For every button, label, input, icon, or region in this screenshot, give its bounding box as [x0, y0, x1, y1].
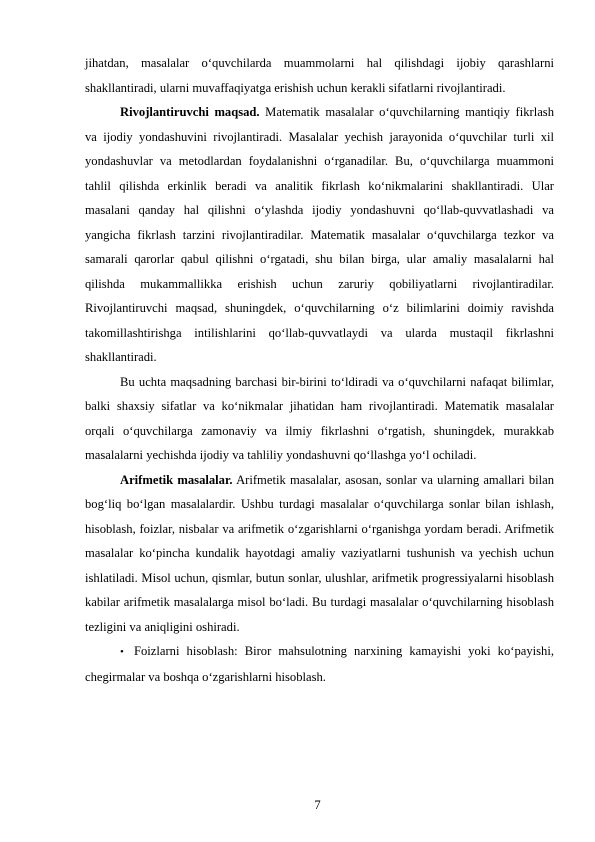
paragraph-summary — [85, 370, 554, 468]
document-page — [85, 51, 554, 689]
paragraph-continuation — [85, 51, 554, 100]
paragraph-arifmetik-masalalar — [85, 468, 554, 640]
paragraph-text: jihatdan, masalalar o‘quvchilarda muammolarni hal qilishdagi ijobiy qarashlarni shakllantiradi, ularni muvaffaqiyatga erishish uchun kerakli sifatlarni rivojlantiradi. — [85, 56, 554, 95]
bullet-item — [85, 639, 554, 689]
page-number: 7 — [314, 798, 321, 812]
bullet-text: Foizlarni hisoblash: Biror mahsulotning narxining kamayishi yoki ko‘payishi, chegirmalar va boshqa o‘zgarishlarni hisoblash. — [85, 644, 554, 684]
paragraph-text: Matematik masalalar o‘quvchilarning mantiqiy fikrlash va ijodiy yondashuvini rivojlantiradi. Masalalar yechish jarayonida o‘quvchilar turli xil yondashuvlar va metodlardan foydalanishni o‘rganadilar. Bu, o‘quvchilarga muammoni tahlil qilishda erkinlik beradi va analitik fikrlash ko‘nikmalarini shakllantiradi. Ular masalani qanday hal qilishni o‘ylashda ijodiy yondashuvni qo‘llab-quvvatlashadi va yangicha fikrlash tarzini rivojlantiradilar. Matematik masalalar o‘quvchilarga tezkor va samarali qarorlar qabul qilishni o‘rgatadi, shu bilan birga, ular amaliy masalalarni hal qilishda mukammallikka erishish uchun zaruriy qobiliyatlarni rivojlantiradilar. Rivojlantiruvchi maqsad, shuningdek, o‘quvchilarning o‘z bilimlarini doimiy ravishda takomillashtirishga intilishlarini qo‘llab-quvvatlaydi va ularda mustaqil fikrlashni shakllantiradi. — [85, 105, 554, 364]
paragraph-text: Bu uchta maqsadning barchasi bir-birini to‘ldiradi va o‘quvchilarni nafaqat bilimlar, balki shaxsiy sifatlar va ko‘nikmalar jihatidan ham rivojlantiradi. Matematik masalalar orqali o‘quvchilarga zamonaviy va ilmiy fikrlashni o‘rgatish, shuningdek, murakkab masalalarni yechishda ijodiy va tahliliy yondashuvni qo‘llashga yo‘l ochiladi. — [85, 374, 554, 462]
section-heading: Arifmetik masalalar. — [120, 472, 233, 487]
section-heading: Rivojlantiruvchi maqsad. — [120, 105, 260, 119]
paragraph-rivojlantiruvchi-maqsad — [85, 100, 554, 370]
bullet-icon: • — [120, 646, 124, 658]
paragraph-text: Arifmetik masalalar, asosan, sonlar va ularning amallari bilan bog‘liq bo‘lgan masalalardir. Ushbu turdagi masalalar o‘quvchilarga sonlar bilan ishlash, hisoblash, foizlar, nisbalar va arifmetik o‘zgarishlarni o‘rganishga yordam beradi. Arifmetik masalalar ko‘pincha kundalik hayotdagi amaliy vaziyatlarni tushunish va yechish uchun ishlatiladi. Misol uchun, qismlar, butun sonlar, ulushlar, arifmetik progressiyalarni hisoblash kabilar arifmetik masalalarga misol bo‘ladi. Bu turdagi masalalar o‘quvchilarning hisoblash tezligini va aniqligini oshiradi. — [85, 472, 554, 634]
